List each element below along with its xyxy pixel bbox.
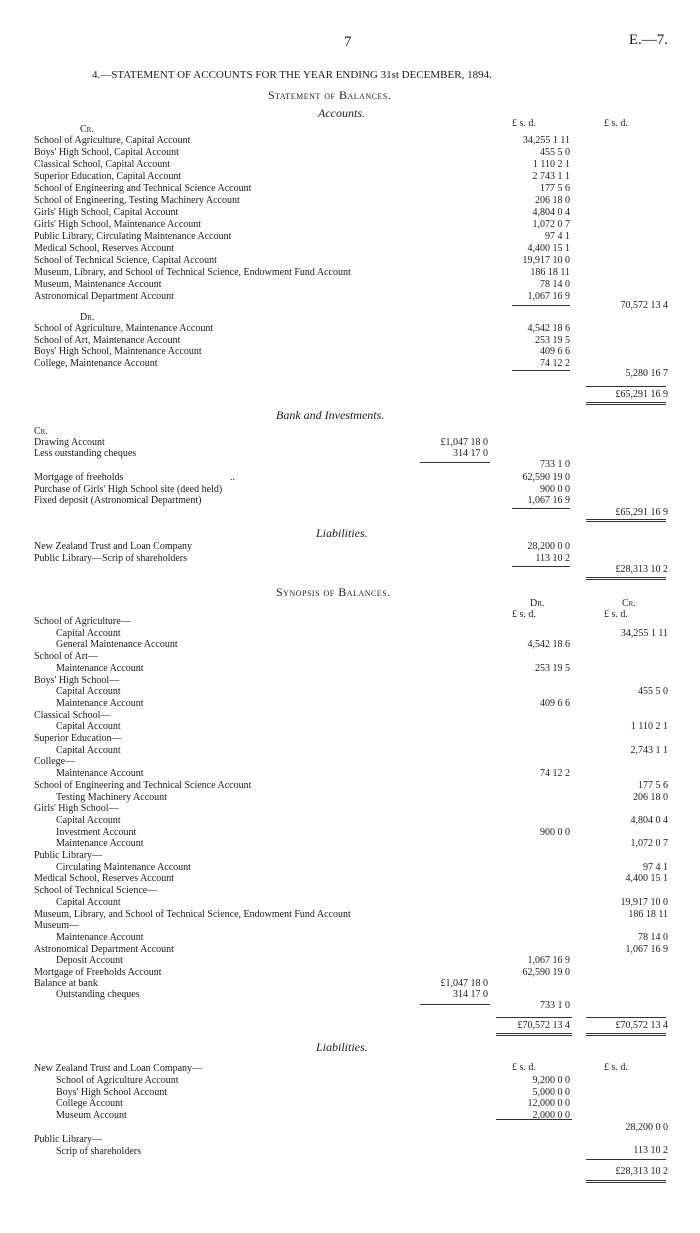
account-amount: 78 14 0	[540, 279, 570, 290]
account-amount: 19,917 10 0	[522, 255, 570, 266]
synopsis-row-dr: 409 6 6	[540, 697, 570, 709]
synopsis-row-label: Mortgage of Freeholds Account	[34, 967, 162, 978]
synopsis-row-dr: 900 0 0	[540, 826, 570, 838]
synopsis-row-label: Museum—	[34, 920, 79, 932]
account-label: School of Agriculture, Maintenance Account	[34, 323, 214, 334]
synopsis-row-label: Superior Education—	[34, 733, 122, 744]
account-label: School of Engineering and Technical Science Account	[34, 183, 252, 194]
synopsis-row-label: School of Technical Science—	[34, 885, 158, 897]
synopsis-row-dr: 74 12 2	[540, 768, 570, 780]
account-label: School of Art, Maintenance Account	[34, 334, 181, 346]
synopsis-row-cr: 2,743 1 1	[630, 744, 668, 756]
outstanding-cheques-amount: 314 17 0	[453, 448, 488, 459]
bank-row-label: Mortgage of freeholds	[34, 472, 124, 483]
liability-label: New Zealand Trust and Loan Company	[34, 541, 193, 552]
account-label: Boys' High School, Capital Account	[34, 147, 179, 158]
synopsis-cr-head: Cr.	[622, 598, 636, 609]
synopsis-row-dr: 1,067 16 9	[527, 955, 570, 967]
account-label: Astronomical Department Account	[34, 291, 174, 302]
synopsis-row-label: Public Library—	[34, 850, 103, 861]
synopsis-row-cr: 206 18 0	[633, 791, 668, 803]
double-rule	[586, 1180, 666, 1183]
account-amount: 455 5 0	[540, 147, 570, 158]
synopsis-row-cr: 1,072 0 7	[630, 838, 668, 850]
account-label: School of Engineering, Testing Machinery Account	[34, 195, 240, 206]
accounts-cr-total: 70,572 13 4	[620, 300, 668, 311]
synopsis-row-cr: 19,917 10 0	[620, 896, 668, 908]
accounts-subheading: Accounts.	[318, 106, 365, 120]
synopsis-row-label: Maintenance Account	[56, 697, 144, 709]
synopsis-dr-head: Dr.	[530, 598, 545, 609]
rule	[512, 305, 570, 306]
account-amount: 97 4 1	[545, 231, 570, 242]
liability-label: Public Library—Scrip of shareholders	[34, 552, 188, 564]
liability-amount: 28,200 0 0	[527, 541, 570, 552]
account-label: College, Maintenance Account	[34, 357, 158, 369]
account-amount: 1 110 2 1	[532, 159, 570, 170]
company-row-label: School of Agriculture Account	[56, 1075, 179, 1086]
company-row-amount: 9,200 0 0	[532, 1075, 570, 1086]
account-label: Museum, Maintenance Account	[34, 279, 162, 290]
synopsis-cr-units: £ s. d.	[604, 609, 628, 620]
account-label: School of Technical Science, Capital Account	[34, 255, 217, 266]
company-row-label: Boys' High School Account	[56, 1086, 167, 1098]
bank-row-amount: 900 0 0	[540, 483, 570, 495]
synopsis-row-label: Capital Account	[56, 744, 121, 756]
bank-row-amount: 62,590 19 0	[522, 472, 570, 483]
synopsis-liabilities-units-dr: £ s. d.	[512, 1062, 536, 1073]
accounts-cr-label: Cr.	[80, 124, 94, 135]
synopsis-row-cr: 4,804 0 4	[630, 814, 668, 826]
rule	[512, 370, 570, 371]
rule	[512, 508, 570, 509]
account-label: Public Library, Circulating Maintenance Account	[34, 231, 232, 242]
double-rule	[586, 519, 666, 522]
leader-dots: ..	[230, 472, 235, 483]
synopsis-row-dr: 62,590 19 0	[522, 967, 570, 978]
account-label: Medical School, Reserves Account	[34, 243, 174, 254]
account-label: Museum, Library, and School of Technical Science, Endowment Fund Account	[34, 267, 351, 278]
bank-subheading: Bank and Investments.	[276, 408, 385, 422]
synopsis-row-cr: 78 14 0	[638, 931, 668, 943]
scrip-amount: 113 10 2	[633, 1145, 668, 1156]
scrip-label: Scrip of shareholders	[56, 1146, 141, 1157]
company-row-amount: 12,000 0 0	[527, 1098, 570, 1109]
bank-row-label: Purchase of Girls' High School site (deed held)	[34, 483, 223, 495]
synopsis-heading: Synopsis of Balances.	[276, 585, 391, 599]
account-amount: 1,067 16 9	[527, 291, 570, 302]
synopsis-bank-net: 733 1 0	[540, 1000, 570, 1011]
synopsis-row-label: School of Engineering and Technical Science Account	[34, 779, 252, 791]
company-row-label: College Account	[56, 1098, 123, 1109]
company-row-label: Museum Account	[56, 1109, 127, 1121]
account-label: Girls' High School, Capital Account	[34, 207, 179, 218]
synopsis-row-label: Capital Account	[56, 627, 121, 639]
synopsis-row-cr: 4,400 15 1	[625, 873, 668, 885]
synopsis-row-label: General Maintenance Account	[56, 639, 178, 651]
rule	[586, 1017, 666, 1018]
accounts-dr-label: Dr.	[80, 312, 95, 323]
synopsis-row-label: Astronomical Department Account	[34, 943, 174, 955]
account-amount: 4,804 0 4	[532, 207, 570, 218]
synopsis-dr-total: £70,572 13 4	[517, 1020, 570, 1031]
synopsis-row-label: Museum, Library, and School of Technical Science, Endowment Fund Account	[34, 908, 351, 920]
synopsis-liabilities-subheading: Liabilities.	[316, 1040, 368, 1054]
account-amount: 34,255 1 11	[522, 135, 570, 146]
synopsis-row-label: Maintenance Account	[56, 931, 144, 943]
account-amount: 177 5 6	[540, 183, 570, 194]
synopsis-outstanding-cheques-label: Outstanding cheques	[56, 989, 140, 1000]
synopsis-row-label: Testing Machinery Account	[56, 791, 167, 803]
drawing-account-amount: £1,047 18 0	[440, 437, 488, 448]
balance-at-bank-amount: £1,047 18 0	[440, 978, 488, 989]
bank-row-label: Fixed deposit (Astronomical Department)	[34, 495, 202, 506]
synopsis-row-dr: 253 19 5	[535, 662, 570, 674]
synopsis-row-label: Capital Account	[56, 721, 121, 733]
rule	[420, 462, 490, 463]
account-label: Classical School, Capital Account	[34, 159, 171, 170]
accounts-column-head-1: £ s. d.	[512, 118, 536, 129]
company-total: 28,200 0 0	[625, 1122, 668, 1133]
synopsis-cr-total: £70,572 13 4	[615, 1020, 668, 1031]
outstanding-cheques-label: Less outstanding cheques	[34, 448, 137, 459]
account-amount: 186 18 11	[530, 267, 570, 278]
account-amount: 1,072 0 7	[532, 219, 570, 230]
double-rule	[496, 1033, 572, 1036]
statement-of-balances-heading: Statement of Balances.	[268, 88, 392, 102]
account-amount: 206 18 0	[535, 195, 570, 206]
account-amount: 253 19 5	[535, 334, 570, 346]
synopsis-row-dr: 4,542 18 6	[527, 639, 570, 651]
drawing-account-label: Drawing Account	[34, 437, 105, 448]
double-rule	[586, 1033, 666, 1036]
synopsis-row-cr: 34,255 1 11	[620, 627, 668, 639]
statement-title: 4.—STATEMENT OF ACCOUNTS FOR THE YEAR ENDING 31st DECEMBER, 1894.	[92, 69, 492, 81]
account-amount: 409 6 6	[540, 346, 570, 357]
synopsis-row-label: Classical School—	[34, 709, 111, 721]
liability-amount: 113 10 2	[535, 552, 570, 564]
document-reference: E.—7.	[628, 32, 668, 48]
company-row-amount: 2,000 0 0	[532, 1109, 570, 1121]
rule	[586, 386, 666, 387]
synopsis-row-cr: 455 5 0	[638, 686, 668, 698]
synopsis-row-label: Maintenance Account	[56, 838, 144, 850]
rule	[586, 1159, 666, 1160]
synopsis-row-label: Capital Account	[56, 686, 121, 698]
rule	[496, 1119, 572, 1120]
bank-total: £65,291 16 9	[615, 507, 668, 518]
public-library-heading: Public Library—	[34, 1134, 103, 1145]
double-rule	[586, 577, 666, 580]
company-row-amount: 5,000 0 0	[532, 1086, 570, 1098]
synopsis-outstanding-cheques-amount: 314 17 0	[453, 989, 488, 1000]
rule	[420, 1004, 490, 1005]
bank-row-amount: 1,067 16 9	[527, 495, 570, 506]
balance-at-bank-label: Balance at bank	[34, 978, 98, 989]
accounts-dr-total: 5,280 16 7	[625, 368, 668, 379]
account-label: Girls' High School, Maintenance Account	[34, 219, 202, 230]
account-amount: 74 12 2	[540, 357, 570, 369]
synopsis-row-label: College—	[34, 756, 76, 768]
synopsis-row-label: School of Agriculture—	[34, 616, 131, 627]
account-amount: 4,400 15 1	[527, 243, 570, 254]
bank-cr-label: Cr.	[34, 426, 48, 437]
accounts-column-head-2: £ s. d.	[604, 118, 628, 129]
account-label: Superior Education, Capital Account	[34, 171, 182, 182]
page-number: 7	[344, 34, 352, 50]
accounts-grand-total: £65,291 16 9	[615, 389, 668, 400]
account-amount: 4,542 18 6	[527, 323, 570, 334]
synopsis-row-cr: 1 110 2 1	[630, 721, 668, 733]
synopsis-row-label: Investment Account	[56, 826, 137, 838]
liabilities-total: £28,313 10 2	[615, 564, 668, 575]
synopsis-row-label: Boys' High School—	[34, 674, 120, 686]
bank-net-amount: 733 1 0	[540, 459, 570, 470]
synopsis-liabilities-units-cr: £ s. d.	[604, 1062, 628, 1073]
account-label: School of Agriculture, Capital Account	[34, 135, 191, 146]
rule	[496, 1017, 572, 1018]
synopsis-row-label: Maintenance Account	[56, 662, 144, 674]
synopsis-row-cr: 1,067 16 9	[625, 943, 668, 955]
synopsis-row-label: Deposit Account	[56, 955, 123, 967]
synopsis-row-label: Medical School, Reserves Account	[34, 873, 174, 885]
account-label: Boys' High School, Maintenance Account	[34, 346, 202, 357]
company-heading: New Zealand Trust and Loan Company—	[34, 1063, 203, 1074]
synopsis-liabilities-total: £28,313 10 2	[615, 1166, 668, 1177]
synopsis-row-cr: 186 18 11	[628, 908, 668, 920]
synopsis-row-cr: 177 5 6	[638, 779, 668, 791]
double-rule	[586, 402, 666, 405]
synopsis-row-label: Maintenance Account	[56, 768, 144, 780]
synopsis-row-label: Capital Account	[56, 896, 121, 908]
synopsis-row-label: Circulating Maintenance Account	[56, 861, 191, 873]
synopsis-row-label: Girls' High School—	[34, 803, 119, 815]
liabilities-subheading: Liabilities.	[316, 526, 368, 540]
synopsis-row-cr: 97 4 1	[643, 861, 668, 873]
synopsis-dr-units: £ s. d.	[512, 609, 536, 620]
account-amount: 2 743 1 1	[532, 171, 570, 182]
rule	[512, 566, 570, 567]
synopsis-row-label: School of Art—	[34, 651, 98, 663]
synopsis-row-label: Capital Account	[56, 814, 121, 826]
